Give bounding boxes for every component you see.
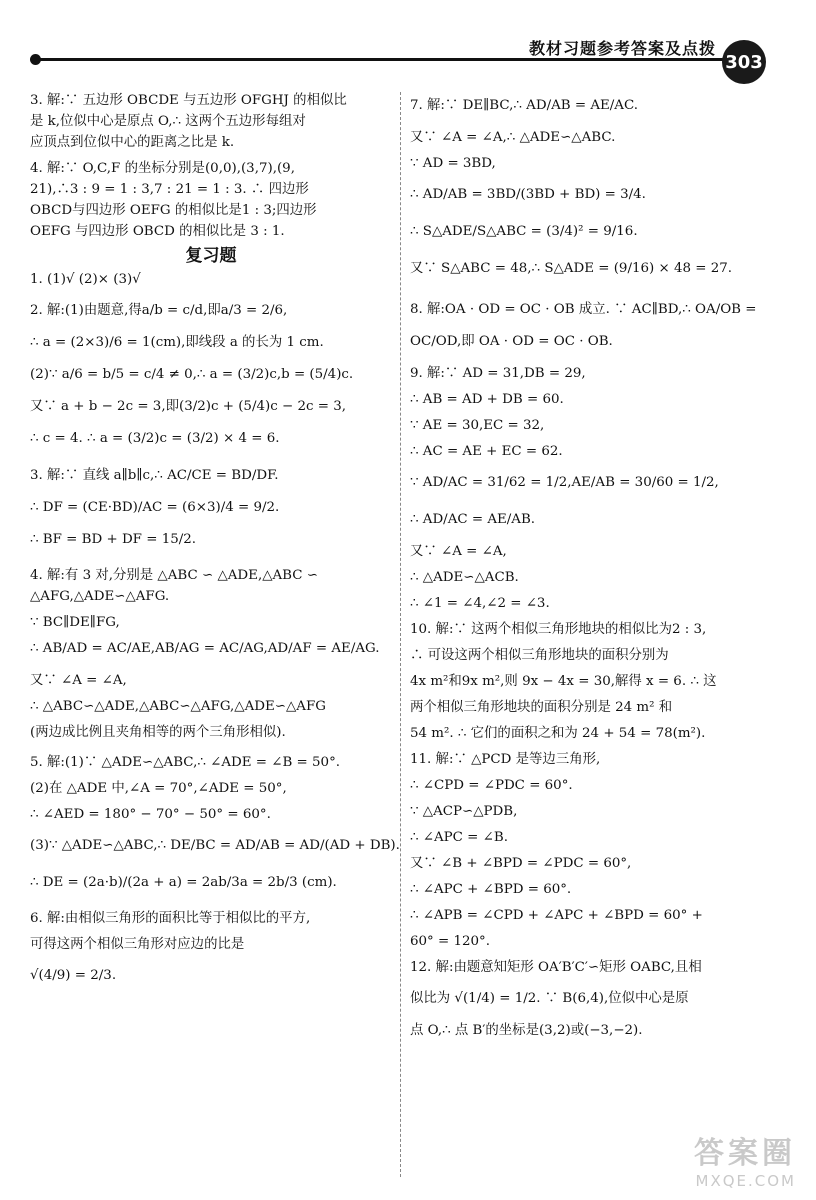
- answer-line: 2. 解:(1)由题意,得a/b = c/d,即a/3 = 2/6,: [30, 303, 288, 318]
- answer-line: ∴ △ADE∽△ACB.: [410, 570, 519, 585]
- answer-line: 8. 解:OA · OD = OC · OB 成立. ∵ AC∥BD,∴ OA/OB =: [410, 302, 757, 317]
- answer-line: ∴ ∠APB = ∠CPD + ∠APC + ∠BPD = 60° +: [410, 908, 703, 923]
- answer-line: ∴ AC = AE + EC = 62.: [410, 444, 563, 459]
- answer-line: 两个相似三角形地块的面积分别是 24 m² 和: [410, 700, 673, 715]
- answer-line: ∴ c = 4. ∴ a = (3/2)c = (3/2) × 4 = 6.: [30, 431, 280, 446]
- answer-line: 54 m². ∴ 它们的面积之和为 24 + 54 = 78(m²).: [410, 726, 706, 741]
- answer-line: 1. (1)√ (2)× (3)√: [30, 272, 141, 287]
- answer-line: 3. 解:∵ 直线 a∥b∥c,∴ AC/CE = BD/DF.: [30, 468, 279, 483]
- answer-line: ∴ △ABC∽△ADE,△ABC∽△AFG,△ADE∽△AFG: [30, 699, 326, 714]
- answer-line: ∵ AE = 30,EC = 32,: [410, 418, 545, 433]
- answer-line: ∴ AB/AD = AC/AE,AB/AG = AC/AG,AD/AF = AE/AG.: [30, 641, 380, 656]
- answer-line: 又∵ a + b − 2c = 3,即(3/2)c + (5/4)c − 2c = 3,: [30, 399, 346, 414]
- answer-line: 4. 解:有 3 对,分别是 △ABC ∽ △ADE,△ABC ∽: [30, 568, 318, 583]
- answer-line: 点 O,∴ 点 B′的坐标是(3,2)或(−3,−2).: [410, 1023, 643, 1038]
- page-number-badge: 303: [722, 40, 766, 84]
- answer-line: ∴ AB = AD + DB = 60.: [410, 392, 564, 407]
- answer-line: 6. 解:由相似三角形的面积比等于相似比的平方,: [30, 911, 311, 926]
- answer-line: 11. 解:∵ △PCD 是等边三角形,: [410, 752, 601, 767]
- answer-line: 又∵ ∠A = ∠A,: [410, 544, 507, 559]
- right-column: [410, 90, 766, 1041]
- answer-line: 似比为 √(1/4) = 1/2. ∵ B(6,4),位似中心是原: [410, 991, 689, 1006]
- answer-line: 21),∴3 : 9 = 1 : 3,7 : 21 = 1 : 3. ∴ 四边形: [30, 182, 309, 197]
- answer-line: ∴ ∠AED = 180° − 70° − 50° = 60°.: [30, 807, 271, 822]
- answer-line: 10. 解:∵ 这两个相似三角形地块的相似比为2 : 3,: [410, 622, 707, 637]
- answer-line: 又∵ ∠A = ∠A,∴ △ADE∽△ABC.: [410, 130, 616, 145]
- answer-line: ∵ △ACP∽△PDB,: [410, 804, 518, 819]
- watermark-text: 答案圈: [694, 1136, 796, 1171]
- answer-line: 应顶点到位似中心的距离之比是 k.: [30, 135, 235, 150]
- answer-line: ∵ BC∥DE∥FG,: [30, 615, 120, 630]
- answer-line: 7. 解:∵ DE∥BC,∴ AD/AB = AE/AC.: [410, 98, 638, 113]
- page-header: [0, 0, 816, 90]
- answer-line: △AFG,△ADE∽△AFG.: [30, 589, 170, 604]
- answer-line: ∴ ∠APC + ∠BPD = 60°.: [410, 882, 572, 897]
- column-divider: [400, 92, 401, 1177]
- watermark-url: MXQE.COM: [695, 1172, 796, 1190]
- answer-line: ∵ AD/AC = 31/62 = 1/2,AE/AB = 30/60 = 1/2,: [410, 475, 719, 490]
- answer-line: ∴ a = (2×3)/6 = 1(cm),即线段 a 的长为 1 cm.: [30, 335, 324, 350]
- answer-line: ∴ DE = (2a·b)/(2a + a) = 2ab/3a = 2b/3 (cm).: [30, 875, 337, 890]
- answer-line: 是 k,位似中心是原点 O,∴ 这两个五边形每组对: [30, 114, 306, 129]
- answer-line: ∴ ∠APC = ∠B.: [410, 830, 508, 845]
- answer-line: ∴ DF = (CE·BD)/AC = (6×3)/4 = 9/2.: [30, 500, 280, 515]
- answer-line: 可得这两个相似三角形对应边的比是: [30, 937, 245, 952]
- answer-line: 4x m²和9x m²,则 9x − 4x = 30,解得 x = 6. ∴ 这: [410, 674, 717, 689]
- answer-line: ∴ 可设这两个相似三角形地块的面积分别为: [410, 648, 669, 663]
- answer-line: 又∵ ∠A = ∠A,: [30, 673, 127, 688]
- answer-line: ∴ AD/AC = AE/AB.: [410, 512, 536, 527]
- answer-line: (2)∵ a/6 = b/5 = c/4 ≠ 0,∴ a = (3/2)c,b = (5/4)c.: [30, 367, 354, 382]
- left-column: [30, 90, 400, 992]
- answer-line: OC/OD,即 OA · OD = OC · OB.: [410, 334, 613, 349]
- header-title: 教材习题参考答案及点拨: [528, 39, 716, 58]
- answer-line: 又∵ S△ABC = 48,∴ S△ADE = (9/16) × 48 = 27.: [410, 261, 733, 276]
- answer-line: ∴ AD/AB = 3BD/(3BD + BD) = 3/4.: [410, 187, 646, 202]
- answer-line: ∵ AD = 3BD,: [410, 156, 496, 171]
- watermark-logo: [556, 1128, 796, 1188]
- answer-line: 9. 解:∵ AD = 31,DB = 29,: [410, 366, 586, 381]
- answer-line: ∴ ∠1 = ∠4,∠2 = ∠3.: [410, 596, 550, 611]
- answer-line: 5. 解:(1)∵ △ADE∽△ABC,∴ ∠ADE = ∠B = 50°.: [30, 755, 341, 770]
- answer-line: ∴ S△ADE/S△ABC = (3/4)² = 9/16.: [410, 224, 638, 239]
- answer-line: ∴ ∠CPD = ∠PDC = 60°.: [410, 778, 573, 793]
- answer-line: 3. 解:∵ 五边形 OBCDE 与五边形 OFGHJ 的相似比: [30, 93, 347, 108]
- answer-line: (2)在 △ADE 中,∠A = 70°,∠ADE = 50°,: [30, 781, 287, 796]
- answer-line: 又∵ ∠B + ∠BPD = ∠PDC = 60°,: [410, 856, 632, 871]
- answer-line: OBCD与四边形 OEFG 的相似比是1 : 3;四边形: [30, 203, 317, 218]
- answer-line: (两边成比例且夹角相等的两个三角形相似).: [30, 725, 286, 740]
- answer-line: √(4/9) = 2/3.: [30, 968, 117, 983]
- answer-line: (3)∵ △ADE∽△ABC,∴ DE/BC = AD/AB = AD/(AD + DB).: [30, 838, 400, 853]
- answer-line: 4. 解:∵ O,C,F 的坐标分别是(0,0),(3,7),(9,: [30, 161, 295, 176]
- section-title: 复习题: [185, 246, 237, 266]
- answer-line: 60° = 120°.: [410, 934, 490, 949]
- answer-line: ∴ BF = BD + DF = 15/2.: [30, 532, 197, 547]
- answer-line: 12. 解:由题意知矩形 OA′B′C′∽矩形 OABC,且相: [410, 960, 702, 975]
- answer-line: OEFG 与四边形 OBCD 的相似比是 3 : 1.: [30, 224, 285, 239]
